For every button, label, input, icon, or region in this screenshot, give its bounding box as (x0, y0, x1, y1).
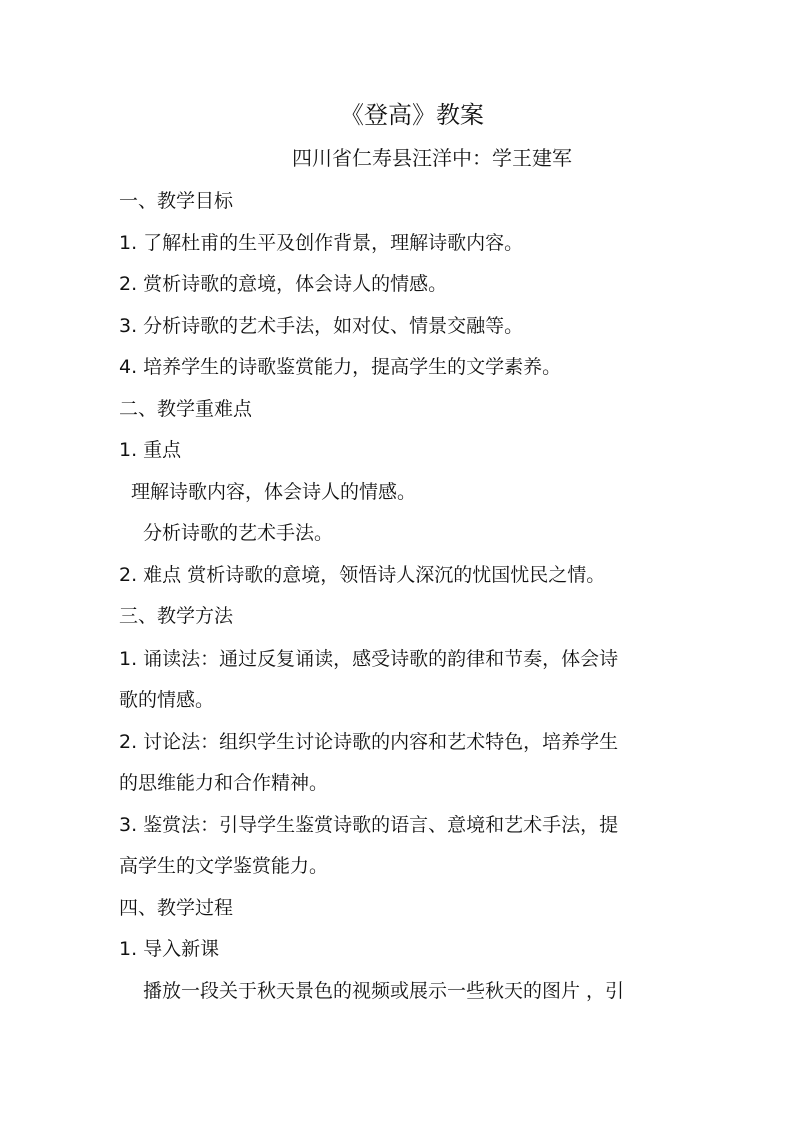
document-author: 四川省仁寿县汪洋中：学王建军 (292, 146, 572, 170)
key-point-item: 分析诗歌的艺术手法。 (143, 522, 334, 544)
objective-item: 2. 赏析诗歌的意境，体会诗人的情感。 (119, 273, 448, 295)
method-item-line: 高学生的文学鉴赏能力。 (119, 855, 329, 877)
method-item-line: 1. 诵读法：通过反复诵读，感受诗歌的韵律和节奏，体会诗 (119, 648, 619, 670)
method-item-line: 3. 鉴赏法：引导学生鉴赏诗歌的语言、意境和艺术手法，提 (119, 814, 619, 836)
section-heading-objectives: 一、教学目标 (119, 190, 234, 212)
objective-item: 3. 分析诗歌的艺术手法，如对仗、情景交融等。 (119, 315, 524, 337)
process-step-text: 播放一段关于秋天景色的视频或展示一些秋天的图片 ，引 (143, 980, 625, 1002)
objective-item: 4. 培养学生的诗歌鉴赏能力，提高学生的文学素养。 (119, 356, 562, 378)
section-heading-key-points: 二、教学重难点 (119, 398, 253, 420)
method-item-line: 的思维能力和合作精神。 (119, 772, 329, 794)
method-item-line: 歌的情感。 (119, 689, 215, 711)
key-point-label: 1. 重点 (119, 439, 182, 461)
section-heading-process: 四、教学过程 (119, 897, 234, 919)
document-title: 《登高》教案 (340, 101, 484, 129)
key-point-item: 理解诗歌内容，体会诗人的情感。 (131, 481, 417, 503)
process-step-label: 1. 导入新课 (119, 938, 220, 960)
objective-item: 1. 了解杜甫的生平及创作背景，理解诗歌内容。 (119, 232, 524, 254)
difficulty-item: 2. 难点 赏析诗歌的意境，领悟诗人深沉的忧国忧民之情。 (119, 564, 606, 586)
method-item-line: 2. 讨论法：组织学生讨论诗歌的内容和艺术特色，培养学生 (119, 731, 619, 753)
section-heading-methods: 三、教学方法 (119, 605, 234, 627)
